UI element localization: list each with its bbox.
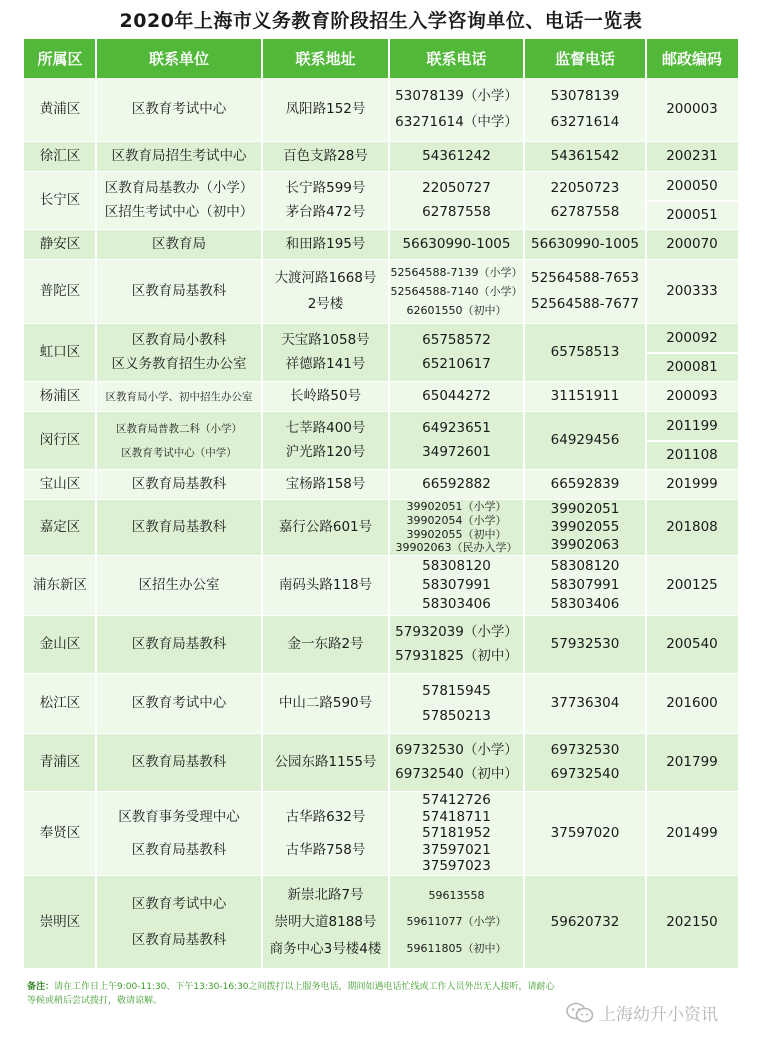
zip-line: 202150 bbox=[666, 913, 718, 930]
phone-line: 57412726 bbox=[422, 792, 491, 809]
zip-cell bbox=[646, 382, 738, 412]
zip-cell bbox=[646, 260, 738, 324]
phone-line: 57815945 bbox=[422, 682, 491, 699]
unit-line: 区招生考试中心（初中） bbox=[104, 204, 254, 221]
supervise-phone-line: 57932530 bbox=[550, 636, 620, 653]
unit-line: 区义务教育招生办公室 bbox=[111, 356, 247, 373]
supervise-phone-cell bbox=[524, 78, 646, 142]
address-cell bbox=[262, 260, 389, 324]
supervise-phone-line: 63271614 bbox=[550, 114, 620, 131]
wechat-icon bbox=[566, 1002, 594, 1024]
supervise-phone-line: 31151911 bbox=[550, 388, 620, 405]
unit-line: 区教育局基教办（小学） bbox=[104, 179, 254, 196]
address-line: 古华路632号 bbox=[285, 808, 366, 825]
unit-line: 区教育局基教科 bbox=[131, 931, 227, 948]
district-cell: 浦东新区 bbox=[24, 556, 96, 616]
supervise-phone-cell bbox=[524, 142, 646, 172]
district-cell: 闵行区 bbox=[24, 412, 96, 470]
phone-line: 39902054（小学） bbox=[406, 513, 507, 527]
unit-line: 区教育局小教科 bbox=[131, 331, 227, 348]
address-line: 祥德路141号 bbox=[285, 356, 366, 373]
phone-line: 52564588-7139（小学） bbox=[390, 265, 523, 279]
unit-cell bbox=[96, 500, 262, 556]
address-cell bbox=[262, 734, 389, 792]
address-cell bbox=[262, 78, 389, 142]
phone-line: 54361242 bbox=[422, 148, 491, 165]
supervise-phone-line: 58308120 bbox=[550, 558, 620, 575]
phone-line: 57418711 bbox=[422, 808, 491, 825]
zip-cell bbox=[646, 470, 738, 500]
unit-cell bbox=[96, 674, 262, 734]
unit-cell bbox=[96, 876, 262, 969]
phone-line: 22050727 bbox=[422, 179, 491, 196]
district-cell: 长宁区 bbox=[24, 172, 96, 230]
district-cell: 嘉定区 bbox=[24, 500, 96, 556]
supervise-phone-line: 52564588-7677 bbox=[531, 296, 639, 313]
unit-line: 区教育局基教科 bbox=[131, 841, 227, 858]
zip-line: 201108 bbox=[666, 446, 718, 463]
address-cell bbox=[262, 500, 389, 556]
phone-line: 53078139（小学） bbox=[395, 87, 518, 104]
footnote bbox=[27, 980, 557, 1009]
zip-cell bbox=[646, 500, 738, 556]
phone-cell bbox=[389, 470, 524, 500]
address-line: 公园东路1155号 bbox=[274, 754, 377, 771]
phone-line: 65758572 bbox=[422, 331, 491, 348]
unit-cell bbox=[96, 470, 262, 500]
address-cell bbox=[262, 876, 389, 969]
cell-divider bbox=[646, 352, 738, 354]
zip-cell bbox=[646, 616, 738, 674]
unit-cell bbox=[96, 142, 262, 172]
column-divider bbox=[645, 39, 647, 969]
phone-line: 59611805（初中） bbox=[406, 941, 507, 955]
phone-line: 57932039（小学） bbox=[395, 623, 518, 640]
supervise-phone-cell bbox=[524, 412, 646, 470]
zip-cell bbox=[646, 353, 738, 382]
phone-cell bbox=[389, 876, 524, 969]
district-cell: 青浦区 bbox=[24, 734, 96, 792]
phone-line: 57931825（初中） bbox=[395, 648, 518, 665]
supervise-phone-line: 53078139 bbox=[550, 87, 620, 104]
unit-cell bbox=[96, 792, 262, 876]
unit-cell bbox=[96, 260, 262, 324]
phone-line: 56630990-1005 bbox=[402, 236, 511, 253]
phone-line: 63271614（中学） bbox=[395, 114, 518, 131]
address-line: 大渡河路1668号 bbox=[274, 269, 377, 286]
phone-cell bbox=[389, 734, 524, 792]
phone-line: 59611077（小学） bbox=[406, 915, 507, 929]
column-divider bbox=[388, 39, 390, 969]
zip-line: 201799 bbox=[666, 754, 718, 771]
supervise-phone-line: 22050723 bbox=[550, 179, 620, 196]
unit-cell bbox=[96, 412, 262, 470]
supervise-phone-line: 52564588-7653 bbox=[531, 269, 639, 286]
supervise-phone-cell bbox=[524, 382, 646, 412]
supervise-phone-line: 37597020 bbox=[550, 825, 620, 842]
zip-cell bbox=[646, 172, 738, 201]
unit-cell bbox=[96, 172, 262, 230]
zip-line: 200231 bbox=[666, 148, 718, 165]
address-line: 古华路758号 bbox=[285, 841, 366, 858]
zip-cell bbox=[646, 142, 738, 172]
phone-line: 37597021 bbox=[422, 841, 491, 858]
cell-divider bbox=[646, 440, 738, 442]
address-cell bbox=[262, 382, 389, 412]
unit-line: 区教育考试中心 bbox=[131, 895, 227, 912]
address-cell bbox=[262, 556, 389, 616]
supervise-phone-line: 54361542 bbox=[550, 148, 620, 165]
unit-cell bbox=[96, 230, 262, 260]
phone-line: 57181952 bbox=[422, 825, 491, 842]
zip-line: 200051 bbox=[666, 206, 718, 223]
phone-cell bbox=[389, 792, 524, 876]
zip-cell bbox=[646, 556, 738, 616]
phone-line: 58303406 bbox=[422, 596, 491, 613]
supervise-phone-cell bbox=[524, 792, 646, 876]
watermark bbox=[566, 1000, 718, 1025]
footnote-label: 备注： bbox=[27, 982, 55, 992]
phone-cell bbox=[389, 674, 524, 734]
zip-cell bbox=[646, 230, 738, 260]
district-cell: 崇明区 bbox=[24, 876, 96, 969]
zip-cell bbox=[646, 201, 738, 230]
address-line: 金一东路2号 bbox=[287, 636, 364, 653]
phone-cell bbox=[389, 616, 524, 674]
cell-divider bbox=[646, 200, 738, 202]
address-line: 沪光路120号 bbox=[285, 444, 366, 461]
address-cell bbox=[262, 412, 389, 470]
address-line: 崇明大道8188号 bbox=[274, 913, 377, 930]
unit-line: 区教育局基教科 bbox=[131, 519, 227, 536]
unit-line: 区教育局基教科 bbox=[131, 636, 227, 653]
unit-cell bbox=[96, 324, 262, 382]
watermark-text: 上海幼升小资讯 bbox=[599, 1005, 718, 1025]
supervise-phone-line: 37736304 bbox=[550, 695, 620, 712]
address-cell bbox=[262, 324, 389, 382]
district-cell: 杨浦区 bbox=[24, 382, 96, 412]
zip-line: 200093 bbox=[666, 388, 718, 405]
phone-cell bbox=[389, 172, 524, 230]
phone-line: 39902063（民办入学） bbox=[395, 541, 518, 555]
supervise-phone-line: 62787558 bbox=[550, 204, 620, 221]
phone-line: 59613558 bbox=[428, 888, 485, 902]
district-cell: 静安区 bbox=[24, 230, 96, 260]
column-header: 所属区 bbox=[24, 39, 96, 78]
supervise-phone-cell bbox=[524, 172, 646, 230]
supervise-phone-line: 64929456 bbox=[550, 432, 620, 449]
column-header: 邮政编码 bbox=[646, 39, 738, 78]
phone-line: 37597023 bbox=[422, 858, 491, 875]
zip-line: 201499 bbox=[666, 825, 718, 842]
address-cell bbox=[262, 792, 389, 876]
unit-cell bbox=[96, 78, 262, 142]
unit-line: 区教育局招生考试中心 bbox=[111, 148, 247, 165]
page-title: 2020年上海市义务教育阶段招生入学咨询单位、电话一览表 bbox=[119, 10, 643, 32]
address-line: 长岭路50号 bbox=[289, 388, 362, 405]
zip-cell bbox=[646, 412, 738, 441]
supervise-phone-line: 39902063 bbox=[550, 537, 620, 554]
address-cell bbox=[262, 172, 389, 230]
district-cell: 宝山区 bbox=[24, 470, 96, 500]
zip-line: 200092 bbox=[666, 329, 718, 346]
column-header: 监督电话 bbox=[524, 39, 646, 78]
contact-table bbox=[24, 39, 738, 969]
zip-cell bbox=[646, 734, 738, 792]
column-header: 联系地址 bbox=[262, 39, 389, 78]
address-line: 和田路195号 bbox=[285, 236, 366, 253]
address-cell bbox=[262, 616, 389, 674]
supervise-phone-line: 59620732 bbox=[550, 913, 620, 930]
unit-line: 区教育考试中心（中学） bbox=[121, 446, 237, 459]
zip-line: 200070 bbox=[666, 236, 718, 253]
supervise-phone-line: 58303406 bbox=[550, 596, 620, 613]
supervise-phone-cell bbox=[524, 616, 646, 674]
unit-line: 区教育考试中心 bbox=[131, 695, 227, 712]
supervise-phone-line: 56630990-1005 bbox=[531, 236, 639, 253]
unit-line: 区招生办公室 bbox=[138, 577, 220, 594]
phone-line: 39902051（小学） bbox=[406, 500, 507, 514]
supervise-phone-cell bbox=[524, 324, 646, 382]
zip-line: 200081 bbox=[666, 358, 718, 375]
address-line: 天宝路1058号 bbox=[281, 331, 370, 348]
unit-line: 区教育局基教科 bbox=[131, 476, 227, 493]
address-cell bbox=[262, 230, 389, 260]
zip-line: 201808 bbox=[666, 519, 718, 536]
phone-cell bbox=[389, 78, 524, 142]
phone-line: 52564588-7140（小学） bbox=[390, 284, 523, 298]
unit-cell bbox=[96, 556, 262, 616]
supervise-phone-line: 58307991 bbox=[550, 577, 620, 594]
unit-line: 区教育事务受理中心 bbox=[118, 808, 240, 825]
address-line: 七莘路400号 bbox=[285, 419, 366, 436]
column-header: 联系电话 bbox=[389, 39, 524, 78]
address-cell bbox=[262, 470, 389, 500]
address-line: 嘉行公路601号 bbox=[278, 519, 373, 536]
district-cell: 松江区 bbox=[24, 674, 96, 734]
district-cell: 黄浦区 bbox=[24, 78, 96, 142]
unit-cell bbox=[96, 734, 262, 792]
unit-line: 区教育局基教科 bbox=[131, 283, 227, 300]
unit-line: 区教育考试中心 bbox=[131, 101, 227, 118]
address-line: 南码头路118号 bbox=[278, 577, 373, 594]
phone-line: 62787558 bbox=[422, 204, 491, 221]
unit-cell bbox=[96, 616, 262, 674]
address-line: 2号楼 bbox=[307, 296, 344, 313]
phone-cell bbox=[389, 260, 524, 324]
district-cell: 徐汇区 bbox=[24, 142, 96, 172]
address-line: 商务中心3号楼4楼 bbox=[269, 940, 382, 957]
district-cell: 金山区 bbox=[24, 616, 96, 674]
address-line: 新崇北路7号 bbox=[287, 886, 364, 903]
zip-cell bbox=[646, 78, 738, 142]
phone-line: 69732540（初中） bbox=[395, 766, 518, 783]
zip-cell bbox=[646, 324, 738, 353]
phone-cell bbox=[389, 500, 524, 556]
phone-cell bbox=[389, 412, 524, 470]
zip-line: 201999 bbox=[666, 476, 718, 493]
unit-cell bbox=[96, 382, 262, 412]
unit-line: 区教育局基教科 bbox=[131, 754, 227, 771]
phone-line: 58308120 bbox=[422, 558, 491, 575]
column-divider bbox=[95, 39, 97, 969]
unit-line: 区教育局小学、初中招生办公室 bbox=[105, 390, 253, 403]
supervise-phone-line: 69732530 bbox=[550, 741, 620, 758]
address-cell bbox=[262, 674, 389, 734]
supervise-phone-cell bbox=[524, 470, 646, 500]
column-divider bbox=[261, 39, 263, 969]
column-divider bbox=[523, 39, 525, 969]
phone-line: 65210617 bbox=[422, 356, 491, 373]
phone-cell bbox=[389, 556, 524, 616]
district-cell: 虹口区 bbox=[24, 324, 96, 382]
zip-line: 201600 bbox=[666, 695, 718, 712]
supervise-phone-cell bbox=[524, 230, 646, 260]
zip-cell bbox=[646, 792, 738, 876]
phone-cell bbox=[389, 230, 524, 260]
address-cell bbox=[262, 142, 389, 172]
supervise-phone-cell bbox=[524, 674, 646, 734]
unit-line: 区教育局普教二科（小学） bbox=[116, 423, 242, 436]
zip-line: 200003 bbox=[666, 101, 718, 118]
zip-line: 200333 bbox=[666, 283, 718, 300]
supervise-phone-line: 69732540 bbox=[550, 766, 620, 783]
phone-line: 58307991 bbox=[422, 577, 491, 594]
phone-line: 69732530（小学） bbox=[395, 741, 518, 758]
supervise-phone-line: 66592839 bbox=[550, 476, 620, 493]
phone-line: 65044272 bbox=[422, 388, 491, 405]
phone-line: 39902055（初中） bbox=[406, 527, 507, 541]
supervise-phone-cell bbox=[524, 876, 646, 969]
district-cell: 奉贤区 bbox=[24, 792, 96, 876]
unit-line: 区教育局 bbox=[152, 236, 206, 253]
phone-line: 64923651 bbox=[422, 419, 491, 436]
supervise-phone-line: 39902055 bbox=[550, 519, 620, 536]
supervise-phone-cell bbox=[524, 260, 646, 324]
column-header: 联系单位 bbox=[96, 39, 262, 78]
address-line: 中山二路590号 bbox=[278, 695, 373, 712]
phone-cell bbox=[389, 142, 524, 172]
row-divider bbox=[24, 968, 738, 970]
phone-line: 62601550（初中） bbox=[406, 303, 507, 317]
zip-cell bbox=[646, 441, 738, 470]
phone-line: 66592882 bbox=[422, 476, 491, 493]
address-line: 凤阳路152号 bbox=[285, 101, 366, 118]
supervise-phone-cell bbox=[524, 734, 646, 792]
footnote-text: 请在工作日上午9:00-11:30、下午13:30-16:30之间拨打以上服务电话，期间如遇电话忙线或工作人员外出无人接听，请耐心等候或稍后尝试拨打，敬请谅解。 bbox=[27, 982, 555, 1007]
phone-line: 57850213 bbox=[422, 707, 491, 724]
phone-cell bbox=[389, 382, 524, 412]
supervise-phone-cell bbox=[524, 556, 646, 616]
supervise-phone-line: 39902051 bbox=[550, 501, 620, 518]
supervise-phone-line: 65758513 bbox=[550, 344, 620, 361]
zip-line: 201199 bbox=[666, 417, 718, 434]
zip-line: 200125 bbox=[666, 577, 718, 594]
zip-cell bbox=[646, 674, 738, 734]
phone-line: 34972601 bbox=[422, 444, 491, 461]
address-line: 长宁路599号 bbox=[285, 179, 366, 196]
phone-cell bbox=[389, 324, 524, 382]
address-line: 百色支路28号 bbox=[283, 148, 368, 165]
zip-cell bbox=[646, 876, 738, 969]
district-cell: 普陀区 bbox=[24, 260, 96, 324]
zip-line: 200050 bbox=[666, 177, 718, 194]
zip-line: 200540 bbox=[666, 636, 718, 653]
supervise-phone-cell bbox=[524, 500, 646, 556]
address-line: 宝杨路158号 bbox=[285, 476, 366, 493]
address-line: 茅台路472号 bbox=[285, 204, 366, 221]
